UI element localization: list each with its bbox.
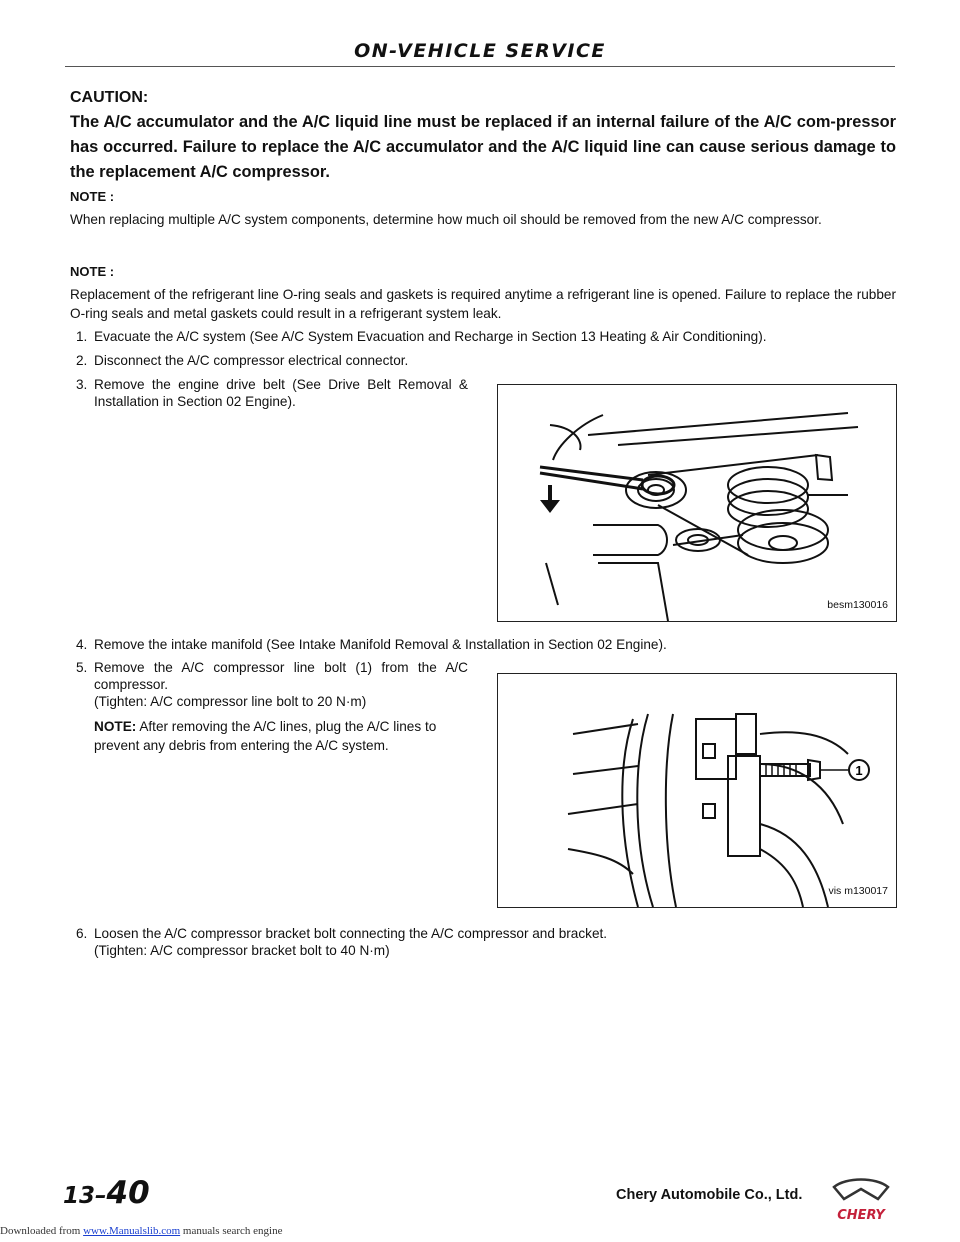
download-prefix: Downloaded from: [0, 1225, 84, 1237]
chery-logo: [826, 1175, 896, 1230]
direction-arrow-icon: [540, 485, 560, 513]
figure-compressor-line-bolt: [497, 673, 897, 908]
step-text: Remove the A/C compressor line bolt (1) from the A/C compressor.: [94, 660, 468, 692]
step-number: 1.: [76, 329, 88, 344]
step-tighten: (Tighten: A/C compressor bracket bolt to 40 N·m): [94, 943, 390, 958]
note-text-2: Replacement of the refrigerant line O-ring seals and gaskets is required anytime a refrigerant line is opened. Failure to replace the rubber O-ring seals and metal gaskets could result in a refrigerant system leak.: [70, 287, 896, 321]
step-text: Loosen the A/C compressor bracket bolt connecting the A/C compressor and bracket.: [94, 926, 608, 941]
step-number: 6.: [76, 926, 88, 941]
step-note: [94, 717, 468, 755]
step-3: [76, 376, 468, 410]
step-6: [76, 925, 906, 959]
step-number: 2.: [76, 353, 88, 368]
page-header-title: ON-VEHICLE SERVICE: [354, 40, 606, 62]
company-name: Chery Automobile Co., Ltd.: [616, 1187, 803, 1203]
step-number: 5.: [76, 660, 88, 675]
step-2: [76, 352, 906, 369]
page-number: [63, 1175, 150, 1211]
figure-drive-belt: [497, 384, 897, 622]
header-rule: [65, 66, 895, 67]
step-number: 3.: [76, 377, 88, 392]
manualslib-link[interactable]: www.Manualslib.com: [83, 1225, 181, 1237]
step-tighten: (Tighten: A/C compressor line bolt to 20 N·m): [94, 694, 367, 709]
figure-id: besm130016: [827, 599, 888, 611]
note-text-1: When replacing multiple A/C system components, determine how much oil should be removed from the new A/C compressor.: [70, 212, 822, 227]
chapter-number: 13–: [63, 1183, 107, 1209]
caution-label: CAUTION:: [70, 89, 149, 106]
callout-number: 1: [855, 763, 863, 778]
download-credit: [0, 1225, 282, 1237]
caution-text: The A/C accumulator and the A/C liquid line must be replaced if an internal failure of the A/C com-pressor has occurred. Failure to replace the A/C accumulator and the A/C liquid line can cause serious damage to the replacement A/C compressor.: [70, 113, 896, 181]
drive-belt-illustration: [498, 385, 896, 621]
logo-text: CHERY: [837, 1208, 885, 1223]
step-number: 4.: [76, 637, 88, 652]
step-note-text: After removing the A/C lines, plug the A/C lines to prevent any debris from entering the A/C system.: [94, 719, 437, 753]
step-note-label: NOTE:: [94, 719, 137, 734]
step-text: Evacuate the A/C system (See A/C System Evacuation and Recharge in Section 13 Heating & Air Conditioning).: [94, 329, 767, 344]
step-5: [76, 659, 468, 755]
step-text: Remove the engine drive belt (See Drive Belt Removal & Installation in Section 02 Engine).: [94, 377, 468, 409]
step-4: [76, 636, 906, 653]
step-1: [76, 328, 906, 345]
step-text: Remove the intake manifold (See Intake Manifold Removal & Installation in Section 02 Engine).: [94, 637, 667, 652]
compressor-illustration: [498, 674, 896, 907]
page-number-value: 40: [106, 1175, 150, 1211]
note-label-2: NOTE :: [70, 264, 115, 279]
download-suffix: manuals search engine: [180, 1225, 283, 1237]
chery-logo-icon: [826, 1175, 896, 1225]
note-label-1: NOTE :: [70, 189, 115, 204]
figure-id: vis m130017: [828, 885, 888, 897]
step-text: Disconnect the A/C compressor electrical connector.: [94, 353, 409, 368]
